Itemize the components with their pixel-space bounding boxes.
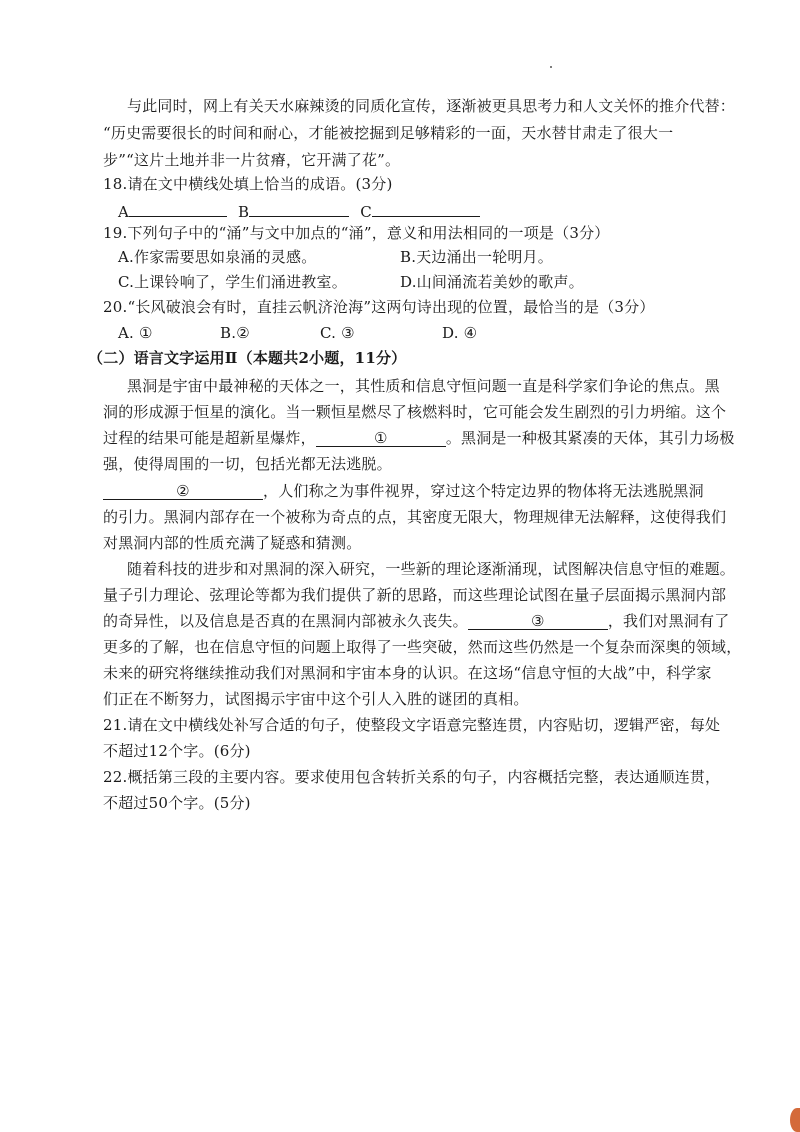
passage-p3-line-3 [103, 610, 729, 632]
passage-text: 过程的结果可能是超新星爆炸， [103, 429, 316, 447]
passage-p2-line-2: 的引力。黑洞内部存在一个被称为奇点的点，其密度无限大，物理规律无法解释，这使得我们 [103, 508, 727, 526]
blank-2[interactable]: ② [103, 483, 263, 500]
blank-1[interactable]: ① [316, 430, 446, 447]
q20-stem: 20.“长风破浪会有时，直挂云帆济沧海”这两句诗出现的位置，最恰当的是（3分） [103, 298, 655, 316]
q19-option-b[interactable]: B.天边涌出一轮明月。 [400, 248, 553, 266]
passage-p3-line-1: 随着科技的进步和对黑洞的深入研究，一些新的理论逐渐涌现，试图解决信息守恒的难题。 [127, 560, 736, 578]
passage-text: 的奇异性，以及信息是否真的在黑洞内部被永久丧失。 [103, 612, 468, 630]
passage-p2-line-1 [103, 480, 704, 502]
passage-p1-line-3 [103, 427, 735, 449]
q20-option-b[interactable]: B.② [220, 324, 250, 342]
q18-blank-c[interactable] [372, 200, 480, 217]
q18-label-c: C [360, 203, 372, 221]
q19-option-d[interactable]: D.山间涌流若美妙的歌声。 [400, 273, 584, 291]
passage-p3-line-5: 未来的研究将继续推动我们对黑洞和宇宙本身的认识。在这场“信息守恒的大战”中，科学家 [103, 664, 712, 682]
q19-option-a[interactable]: A.作家需要思如泉涌的灵感。 [118, 248, 317, 266]
intro-line-2: “历史需要很长的时间和耐心，才能被挖掘到足够精彩的一面，天水替甘肃走了很大一 [103, 124, 674, 142]
passage-p3-line-6: 们正在不断努力，试图揭示宇宙中这个引人入胜的谜团的真相。 [103, 690, 529, 708]
passage-text: ，人们称之为事件视界，穿过这个特定边界的物体将无法逃脱黑洞 [263, 482, 704, 500]
q22-line-1: 22.概括第三段的主要内容。要求使用包含转折关系的句子，内容概括完整，表达通顺连贯， [103, 768, 721, 786]
q18-blank-b[interactable] [249, 200, 349, 217]
scan-speck [550, 66, 552, 68]
passage-p1-line-2: 洞的形成源于恒星的演化。当一颗恒星燃尽了核燃料时，它可能会发生剧烈的引力坍缩。这个 [103, 403, 727, 421]
section-2-title: （二）语言文字运用Ⅱ（本题共2小题，11分） [88, 349, 407, 367]
blank-3[interactable]: ③ [468, 613, 608, 630]
passage-p2-line-3: 对黑洞内部的性质充满了疑惑和猜测。 [103, 534, 362, 552]
q18-label-a: A [118, 203, 130, 221]
passage-p3-line-4: 更多的了解，也在信息守恒的问题上取得了一些突破，然而这些仍然是一个复杂而深奥的领域， [103, 638, 742, 656]
passage-p1-line-4: 强，使得周围的一切，包括光都无法逃脱。 [103, 455, 392, 473]
page-edge-mark [790, 1108, 800, 1132]
q18-stem: 18.请在文中横线处填上恰当的成语。(3分) [103, 175, 393, 193]
q18-label-b: B [238, 203, 250, 221]
q20-option-c[interactable]: C. ③ [320, 324, 355, 342]
passage-p3-line-2: 量子引力理论、弦理论等都为我们提供了新的思路，而这些理论试图在量子层面揭示黑洞内部 [103, 586, 727, 604]
q21-line-1: 21.请在文中横线处补写合适的句子，使整段文字语意完整连贯，内容贴切，逻辑严密，每处 [103, 716, 721, 734]
intro-line-1: 与此同时，网上有关天水麻辣烫的同质化宣传，逐渐被更具思考力和人文关怀的推介代替： [127, 97, 736, 115]
q18-blank-a[interactable] [129, 200, 227, 217]
passage-p1-line-1: 黑洞是宇宙中最神秘的天体之一，其性质和信息守恒问题一直是科学家们争论的焦点。黑 [127, 377, 720, 395]
q18-blanks [118, 200, 480, 223]
passage-text: 。黑洞是一种极其紧凑的天体，其引力场极 [445, 429, 735, 447]
q20-option-d[interactable]: D. ④ [442, 324, 478, 342]
q22-line-2: 不超过50个字。(5分) [103, 794, 251, 812]
intro-line-3: 步”“这片土地并非一片贫瘠，它开满了花”。 [103, 151, 401, 169]
q19-stem: 19.下列句子中的“涌”与文中加点的“涌”，意义和用法相同的一项是（3分） [103, 224, 610, 242]
q19-option-c[interactable]: C.上课铃响了，学生们涌进教室。 [118, 273, 347, 291]
passage-text: ，我们对黑洞有了 [607, 612, 730, 630]
q20-option-a[interactable]: A. ① [118, 324, 153, 342]
q21-line-2: 不超过12个字。(6分) [103, 742, 251, 760]
